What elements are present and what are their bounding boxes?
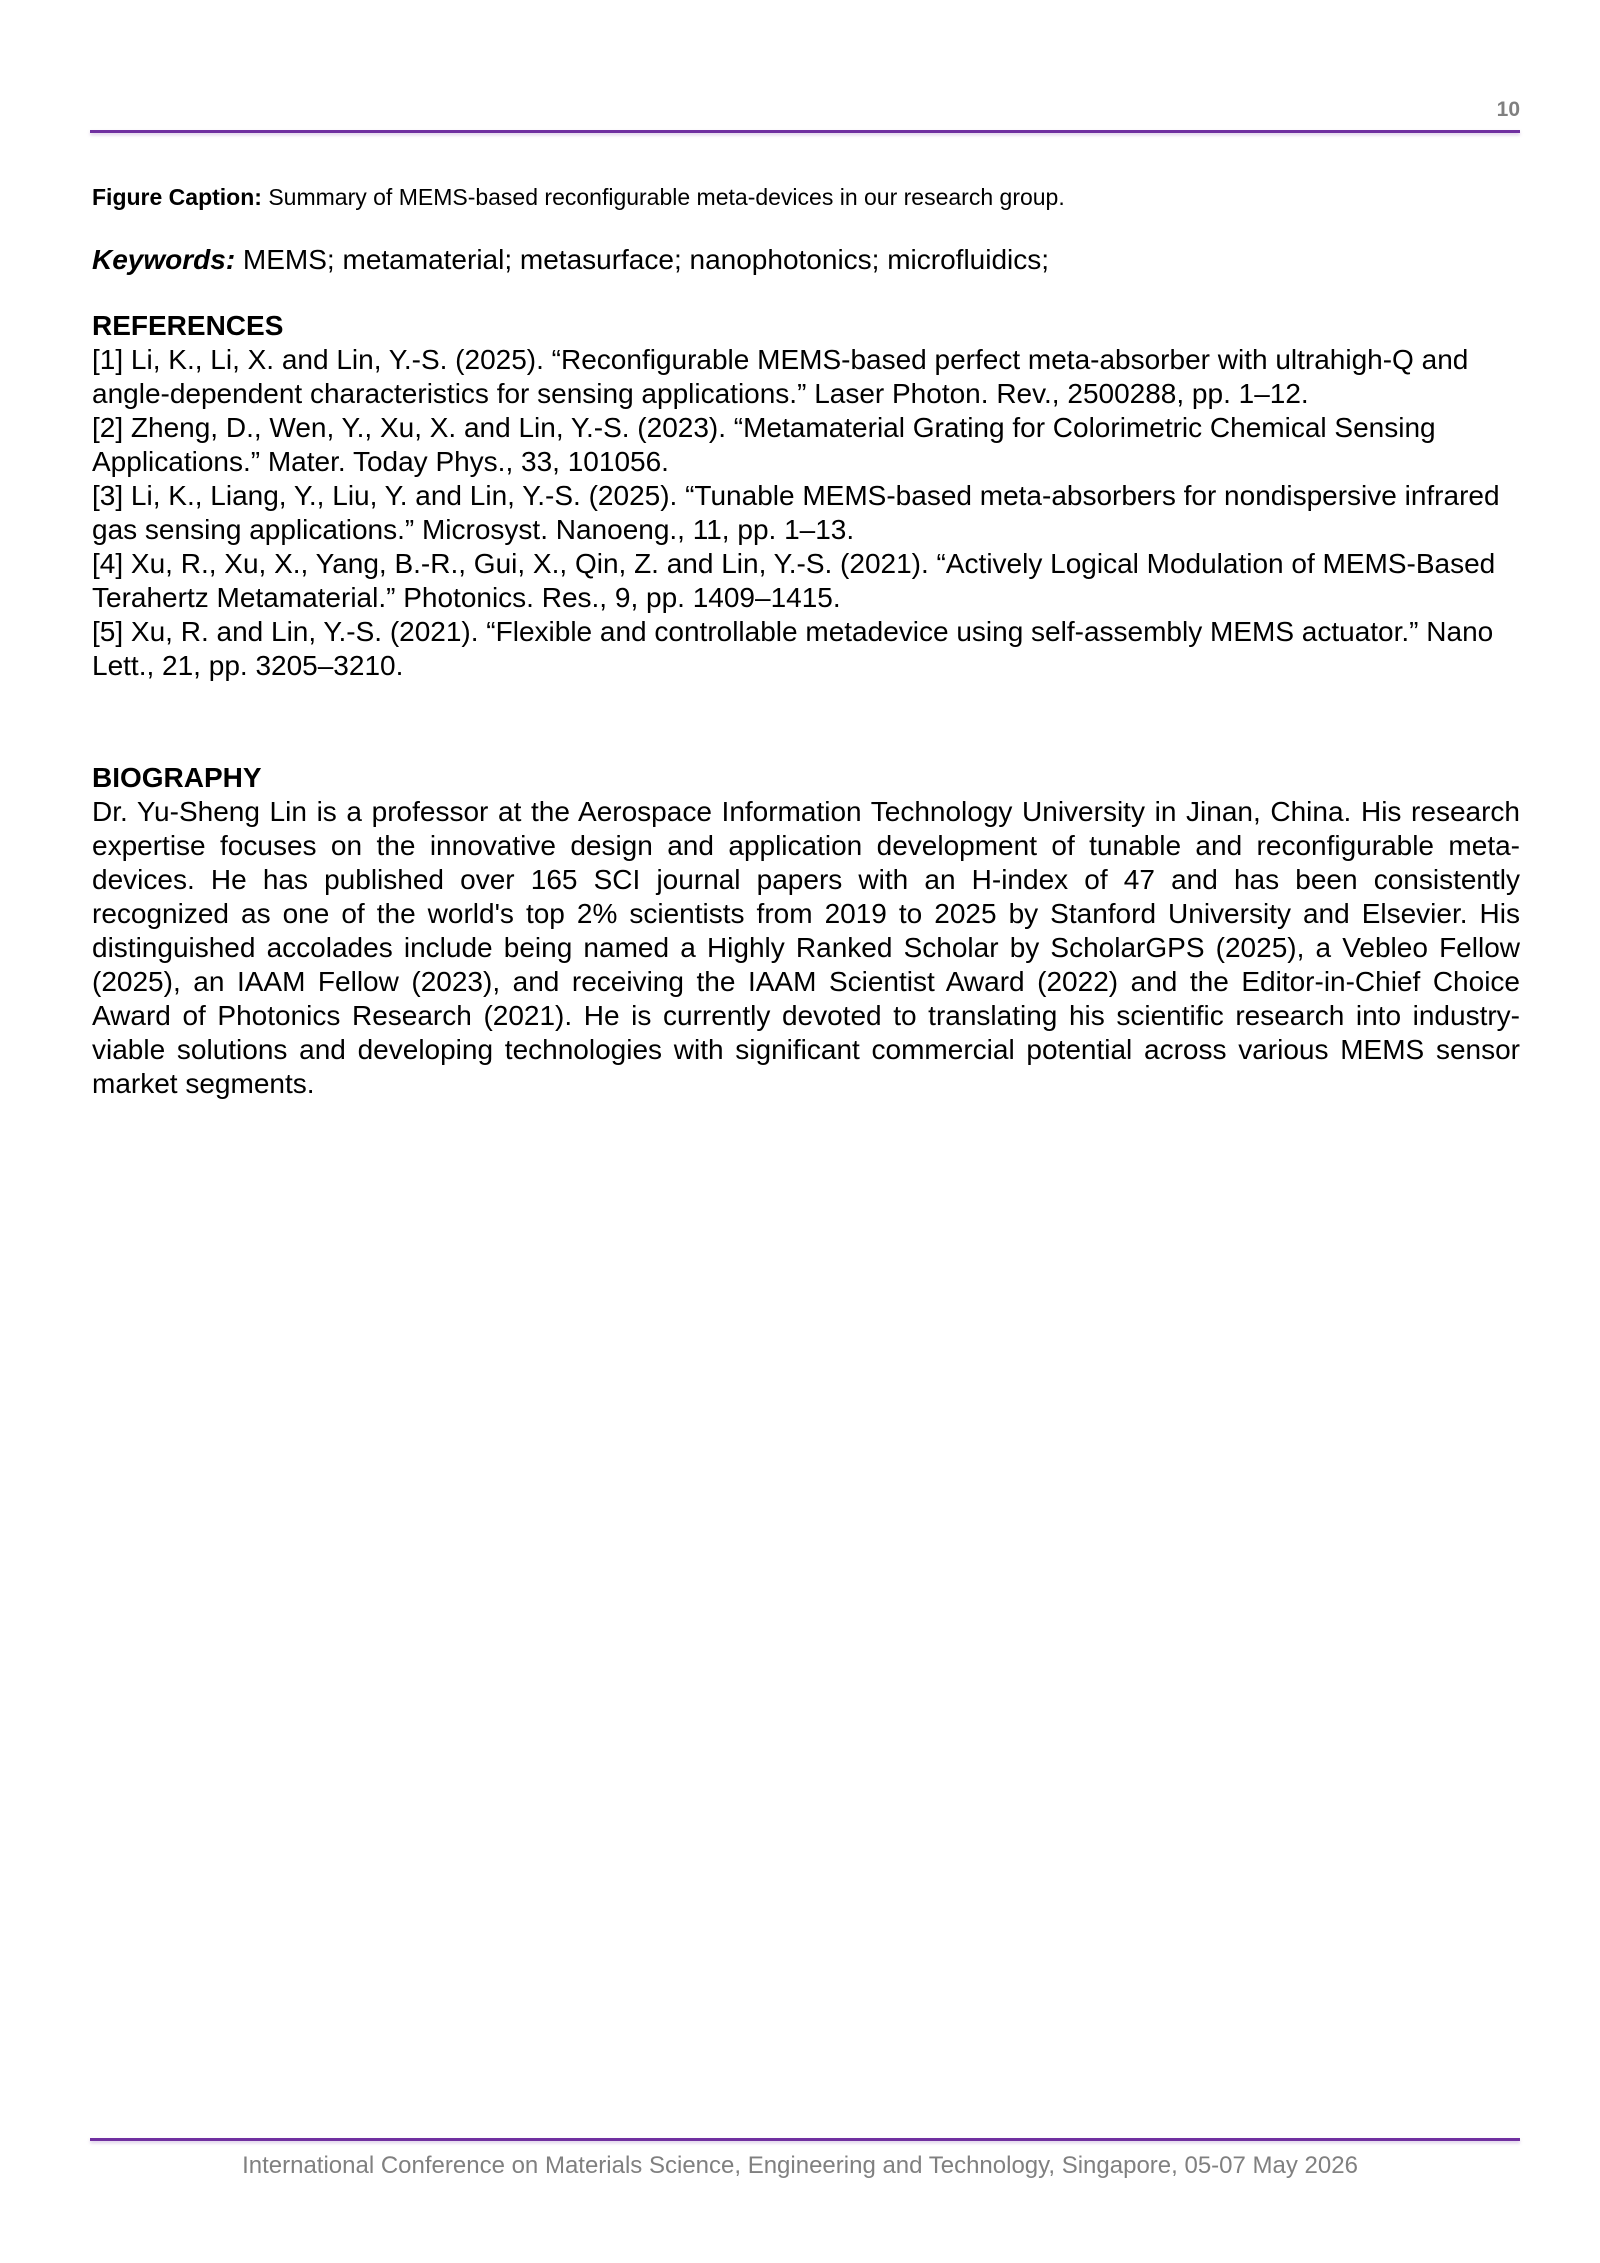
figure-caption-label: Figure Caption: — [92, 184, 262, 210]
reference-item: [3] Li, K., Liang, Y., Liu, Y. and Lin, Y.-S. (2025). “Tunable MEMS-based meta-absorbers for nondispersive infrared gas sensing applications.” Microsyst. Nanoeng., 11, pp. 1–13. — [92, 480, 1500, 545]
page-number: 10 — [1496, 98, 1520, 121]
references-list — [92, 343, 1520, 683]
reference-item: [5] Xu, R. and Lin, Y.-S. (2021). “Flexible and controllable metadevice using self-assembly MEMS actuator.” Nano Lett., 21, pp. 3205–3210. — [92, 616, 1494, 681]
page-content — [92, 180, 1520, 1101]
references-heading: REFERENCES — [92, 310, 284, 341]
header-divider — [90, 130, 1520, 133]
biography-heading: BIOGRAPHY — [92, 762, 262, 793]
keywords-text: MEMS; metamaterial; metasurface; nanophotonics; microfluidics; — [235, 244, 1050, 275]
figure-caption — [92, 180, 1520, 214]
footer-text: International Conference on Materials Science, Engineering and Technology, Singapore, 05-07 May 2026 — [242, 2152, 1358, 2179]
reference-item: [4] Xu, R., Xu, X., Yang, B.-R., Gui, X., Qin, Z. and Lin, Y.-S. (2021). “Actively Logical Modulation of MEMS-Based Terahertz Metamaterial.” Photonics. Res., 9, pp. 1409–1415. — [92, 548, 1496, 613]
footer-divider — [90, 2138, 1520, 2141]
keywords — [92, 240, 1520, 280]
reference-item: [2] Zheng, D., Wen, Y., Xu, X. and Lin, Y.-S. (2023). “Metamaterial Grating for Colorimetric Chemical Sensing Applications.” Mater. Today Phys., 33, 101056. — [92, 412, 1436, 477]
keywords-label: Keywords: — [92, 244, 236, 275]
figure-caption-text: Summary of MEMS-based reconfigurable meta-devices in our research group. — [261, 184, 1065, 210]
biography-text: Dr. Yu-Sheng Lin is a professor at the Aerospace Information Technology University in Jinan, China. His research expertise focuses on the innovative design and application development of tunable and reconfigurable meta-devices. He has published over 165 SCI journal papers with an H-index of 47 and has been consistently recognized as one of the world's top 2% scientists from 2019 to 2025 by Stanford University and Elsevier. His distinguished accolades include being named a Highly Ranked Scholar by ScholarGPS (2025), a Vebleo Fellow (2025), an IAAM Fellow (2023), and receiving the IAAM Scientist Award (2022) and the Editor-in-Chief Choice Award of Photonics Research (2021). He is currently devoted to translating his scientific research into industry-viable solutions and developing technologies with significant commercial potential across various MEMS sensor market segments. — [92, 796, 1520, 1099]
reference-item: [1] Li, K., Li, X. and Lin, Y.-S. (2025). “Reconfigurable MEMS-based perfect meta-absorber with ultrahigh-Q and angle-dependent characteristics for sensing applications.” Laser Photon. Rev., 2500288, pp. 1–12. — [92, 344, 1469, 409]
